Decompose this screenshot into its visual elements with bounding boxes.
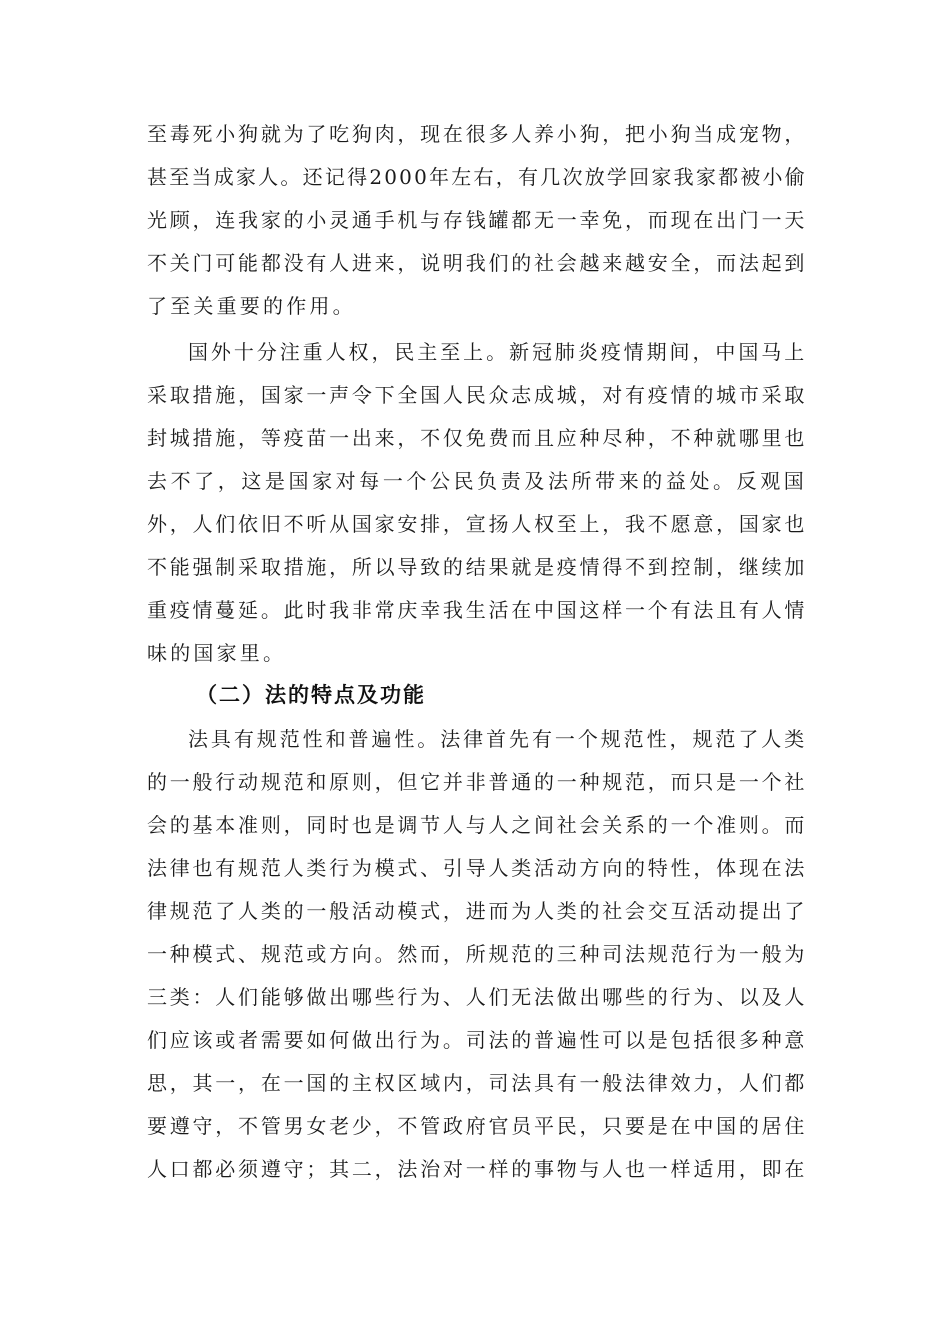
- paragraph-2-line-7: 重疫情蔓延。此时我非常庆幸我生活在中国这样一个有法且有人情: [147, 598, 807, 622]
- paragraph-3-line-4: 法律也有规范人类行为模式、引导人类活动方向的特性，体现在法: [147, 856, 807, 880]
- paragraph-3-line-5: 律规范了人类的一般活动模式，进而为人类的社会交互活动提出了: [147, 899, 807, 923]
- paragraph-3-line-6: 一种模式、规范或方向。然而，所规范的三种司法规范行为一般为: [147, 942, 807, 966]
- paragraph-2-line-4: 去不了，这是国家对每一个公民负责及法所带来的益处。反观国: [147, 469, 807, 493]
- paragraph-2-line-5: 外，人们依旧不听从国家安排，宣扬人权至上，我不愿意，国家也: [147, 512, 807, 536]
- paragraph-2-line-8: 味的国家里。: [147, 641, 287, 665]
- paragraph-3-line-8: 们应该或者需要如何做出行为。司法的普遍性可以是包括很多种意: [147, 1028, 807, 1052]
- paragraph-3-line-11: 人口都必须遵守；其二，法治对一样的事物与人也一样适用，即在: [147, 1157, 807, 1181]
- paragraph-3-line-1: 法具有规范性和普遍性。法律首先有一个规范性，规范了人类: [188, 727, 807, 751]
- paragraph-3-line-9: 思，其一，在一国的主权区域内，司法具有一般法律效力，人们都: [147, 1071, 807, 1095]
- paragraph-1-line-3: 光顾，连我家的小灵通手机与存钱罐都无一幸免，而现在出门一天: [147, 208, 807, 232]
- paragraph-3-line-7: 三类：人们能够做出哪些行为、人们无法做出哪些的行为、以及人: [147, 985, 807, 1009]
- paragraph-2-line-3: 封城措施，等疫苗一出来，不仅免费而且应种尽种，不种就哪里也: [147, 426, 807, 450]
- paragraph-1-line-5: 了至关重要的作用。: [147, 294, 356, 318]
- paragraph-1-line-1: 至毒死小狗就为了吃狗肉，现在很多人养小狗，把小狗当成宠物，: [147, 122, 807, 146]
- paragraph-1-line-2: 甚至当成家人。还记得2000年左右，有几次放学回家我家都被小偷: [147, 165, 807, 189]
- paragraph-3-line-10: 要遵守，不管男女老少，不管政府官员平民，只要是在中国的居住: [147, 1114, 807, 1138]
- paragraph-3-line-3: 会的基本准则，同时也是调节人与人之间社会关系的一个准则。而: [147, 813, 807, 837]
- section-heading: （二）法的特点及功能: [196, 683, 426, 707]
- paragraph-1-line-4: 不关门可能都没有人进来，说明我们的社会越来越安全，而法起到: [147, 251, 807, 275]
- paragraph-2-line-1: 国外十分注重人权，民主至上。新冠肺炎疫情期间，中国马上: [188, 340, 807, 364]
- paragraph-2-line-2: 采取措施，国家一声令下全国人民众志成城，对有疫情的城市采取: [147, 383, 807, 407]
- paragraph-3-line-2: 的一般行动规范和原则，但它并非普通的一种规范，而只是一个社: [147, 770, 807, 794]
- paragraph-2-line-6: 不能强制采取措施，所以导致的结果就是疫情得不到控制，继续加: [147, 555, 807, 579]
